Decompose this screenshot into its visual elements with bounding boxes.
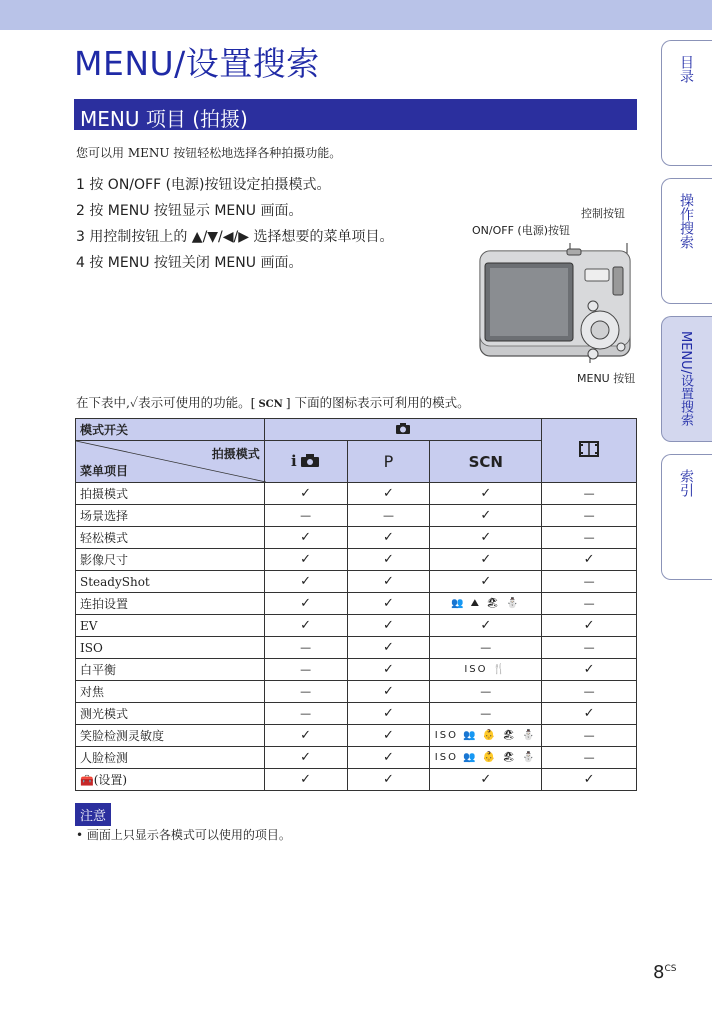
check-mark: ✓ [542, 703, 637, 725]
page-number [653, 962, 676, 983]
table-row [76, 681, 637, 703]
dash-mark: — [264, 703, 347, 725]
table-row [76, 637, 637, 659]
check-mark: ✓ [347, 659, 430, 681]
check-mark: ✓ [430, 549, 542, 571]
dash-mark: — [542, 593, 637, 615]
scene-icons-cell: ISO 🍴 [430, 659, 542, 681]
tab-contents[interactable] [661, 40, 712, 166]
table-row [76, 659, 637, 681]
tab-menu-settings-search[interactable] [661, 316, 712, 442]
scn-label: SCN [258, 399, 283, 410]
row-label [76, 659, 265, 681]
check-mark: ✓ [542, 615, 637, 637]
check-mark: ✓ [347, 527, 430, 549]
intelligent-auto-icon [291, 452, 321, 468]
movie-icon [579, 441, 599, 457]
camera-illustration [475, 243, 635, 363]
check-mark: ✓ [430, 527, 542, 549]
row-label [76, 725, 265, 747]
dash-mark: — [542, 527, 637, 549]
check-mark: ✓ [430, 571, 542, 593]
table-note [76, 393, 470, 411]
tab-operation-search[interactable] [661, 178, 712, 304]
table-body [76, 483, 637, 791]
row-label [76, 549, 265, 571]
row-label [76, 681, 265, 703]
row-label [76, 505, 265, 527]
check-mark: ✓ [347, 571, 430, 593]
check-mark: ✓ [347, 637, 430, 659]
page-number-value: 8 [653, 962, 665, 983]
table-row [76, 483, 637, 505]
row-label-text: 拍摄模式 [80, 487, 129, 501]
program-header: P [347, 441, 430, 483]
steps-list [76, 175, 393, 279]
row-label [76, 747, 265, 769]
table-row [76, 549, 637, 571]
dash-mark: — [542, 681, 637, 703]
check-mark: ✓ [347, 593, 430, 615]
row-label-text: ISO [80, 640, 103, 655]
shooting-mode-label: 拍摄模式 [211, 447, 260, 461]
row-label-text: 场景选择 [80, 509, 129, 523]
check-mark: ✓ [264, 549, 347, 571]
table-row [76, 593, 637, 615]
check-mark: ✓ [347, 725, 430, 747]
row-label-text: (设置) [93, 773, 128, 787]
check-mark: ✓ [430, 505, 542, 527]
dash-mark: — [430, 681, 542, 703]
row-label [76, 483, 265, 505]
check-mark: ✓ [430, 615, 542, 637]
scene-icons-cell: 👥 ⛰ 🏖 ⛄ [430, 593, 542, 615]
scene-header: SCN [430, 441, 542, 483]
row-label [76, 769, 265, 791]
table-row [76, 703, 637, 725]
check-mark: ✓ [542, 659, 637, 681]
table-row [76, 527, 637, 549]
row-label-text: 对焦 [80, 685, 105, 699]
dash-mark: — [264, 681, 347, 703]
check-mark: ✓ [347, 681, 430, 703]
check-icon: ✓ [129, 395, 139, 410]
tab-index-label: 索引 [678, 469, 694, 497]
section-header [74, 99, 637, 130]
row-label-text: 笑脸检测灵敏度 [80, 729, 165, 743]
check-mark: ✓ [542, 549, 637, 571]
table-row [76, 725, 637, 747]
table-row [76, 615, 637, 637]
step-4: 4 按 MENU 按钮关闭 MENU 画面。 [76, 255, 303, 271]
dash-mark: — [264, 659, 347, 681]
dash-mark: — [542, 725, 637, 747]
row-label [76, 703, 265, 725]
row-label-text: 影像尺寸 [80, 553, 129, 567]
row-label-text: 轻松模式 [80, 531, 129, 545]
row-label [76, 637, 265, 659]
table-note-middle: 表示可使用的功能。[ [138, 395, 256, 410]
check-mark: ✓ [347, 483, 430, 505]
tab-index[interactable] [661, 454, 712, 580]
row-label [76, 571, 265, 593]
menu-button-label: MENU 按钮 [577, 372, 636, 385]
row-label-text: 连拍设置 [80, 597, 129, 611]
movie-mode-header [542, 419, 637, 483]
section-title: MENU 项目 (拍摄) [80, 107, 248, 131]
check-mark: ✓ [347, 549, 430, 571]
table-row [76, 747, 637, 769]
step-1: 1 按 ON/OFF (电源)按钮设定拍摄模式。 [76, 177, 331, 193]
row-label [76, 593, 265, 615]
tab-operation-search-label: 操作搜索 [678, 193, 694, 249]
check-mark: ✓ [264, 747, 347, 769]
dash-mark: — [542, 505, 637, 527]
check-mark: ✓ [264, 615, 347, 637]
caution-badge: 注意 [75, 803, 111, 826]
tab-menu-settings-label: MENU/设置搜索 [678, 331, 693, 427]
row-label-text: 白平衡 [80, 663, 117, 677]
table-note-suffix: ] 下面的图标表示可利用的模式。 [285, 395, 470, 410]
table-row [76, 505, 637, 527]
dash-mark: — [430, 703, 542, 725]
toolbox-icon: 🧰 [80, 774, 94, 787]
scene-icons-cell: ISO 👥 👶 🏖 ⛄ [430, 725, 542, 747]
page-title: MENU/设置搜索 [74, 44, 320, 83]
check-mark: ✓ [264, 527, 347, 549]
step-3: 3 用控制按钮上的 ▲/▼/◀/▶ 选择想要的菜单项目。 [76, 229, 394, 245]
caution-note: • 画面上只显示各模式可以使用的项目。 [76, 828, 291, 842]
check-mark: ✓ [264, 483, 347, 505]
row-label-text: 测光模式 [80, 707, 129, 721]
check-mark: ✓ [347, 747, 430, 769]
table-header-row [76, 419, 637, 441]
dash-mark: — [542, 747, 637, 769]
check-mark: ✓ [430, 769, 542, 791]
intro-text: 您可以用 MENU 按钮轻松地选择各种拍摄功能。 [76, 146, 342, 160]
dash-mark: — [542, 483, 637, 505]
dash-mark: — [542, 571, 637, 593]
check-mark: ✓ [542, 769, 637, 791]
menu-item-table [75, 418, 637, 791]
check-mark: ✓ [264, 571, 347, 593]
dash-mark: — [430, 637, 542, 659]
page-suffix: CS [664, 964, 677, 974]
row-label [76, 527, 265, 549]
dash-mark: — [542, 637, 637, 659]
top-bar [0, 0, 712, 30]
menu-item-label: 菜单项目 [80, 464, 129, 478]
dash-mark: — [264, 637, 347, 659]
step-2: 2 按 MENU 按钮显示 MENU 画面。 [76, 203, 303, 219]
svg-text:i: i [290, 452, 297, 468]
mode-switch-header: 模式开关 [76, 419, 265, 441]
dash-mark: — [264, 505, 347, 527]
camera-icon [395, 422, 411, 435]
table-row [76, 769, 637, 791]
check-mark: ✓ [264, 769, 347, 791]
row-label-text: 人脸检测 [80, 751, 129, 765]
check-mark: ✓ [347, 615, 430, 637]
power-button-label: ON/OFF (电源)按钮 [472, 224, 570, 237]
tab-contents-label: 目录 [678, 55, 694, 83]
check-mark: ✓ [430, 483, 542, 505]
camera-mode-header [264, 419, 541, 441]
row-label-text: EV [80, 618, 98, 633]
check-mark: ✓ [347, 703, 430, 725]
scene-icons-cell: ISO 👥 👶 🏖 ⛄ [430, 747, 542, 769]
row-label [76, 615, 265, 637]
table-row [76, 571, 637, 593]
check-mark: ✓ [264, 725, 347, 747]
intelligent-auto-header [264, 441, 347, 483]
control-button-label: 控制按钮 [581, 207, 625, 220]
check-mark: ✓ [264, 593, 347, 615]
table-note-prefix: 在下表中, [76, 395, 130, 410]
diagonal-header-cell [76, 441, 265, 483]
check-mark: ✓ [347, 769, 430, 791]
row-label-text: SteadyShot [80, 574, 150, 589]
dash-mark: — [347, 505, 430, 527]
